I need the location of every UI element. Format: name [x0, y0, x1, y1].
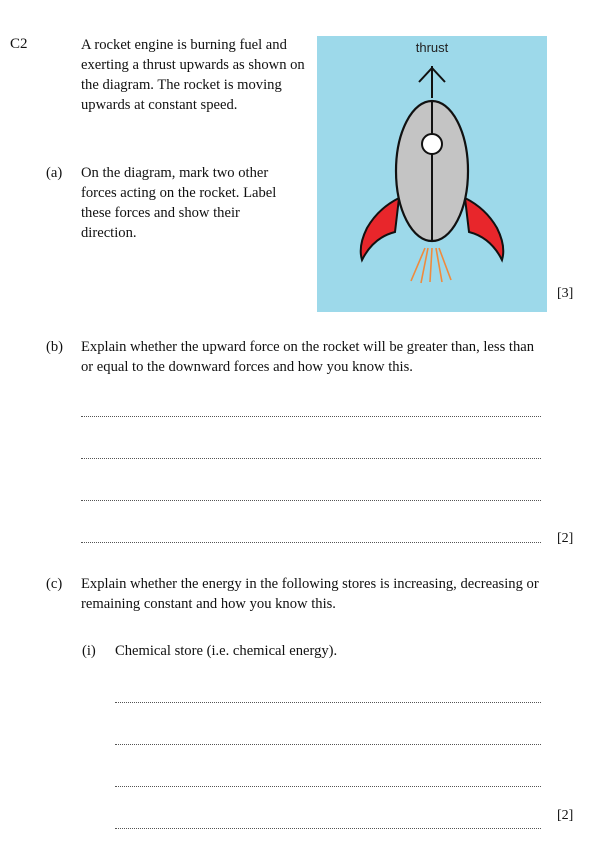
right-fin — [465, 198, 503, 260]
question-number: C2 — [10, 36, 28, 52]
answer-line[interactable] — [81, 500, 541, 501]
part-a-marks: [3] — [557, 286, 574, 301]
answer-line[interactable] — [81, 542, 541, 543]
part-c-i-label: (i) — [82, 643, 96, 659]
answer-line[interactable] — [81, 458, 541, 459]
question-intro: A rocket engine is burning fuel and exerting a thrust upwards as shown on the diagram. The rocket is moving upwards at constant speed. — [81, 37, 305, 113]
part-c-i-text: Chemical store (i.e. chemical energy). — [115, 643, 338, 659]
part-b-label: (b) — [46, 339, 64, 355]
part-b-marks: [2] — [557, 531, 574, 546]
exhaust-flames — [411, 248, 451, 283]
thrust-label: thrust — [415, 40, 449, 55]
answer-line[interactable] — [115, 828, 541, 829]
part-a-label: (a) — [46, 165, 63, 181]
part-b-text: Explain whether the upward force on the rocket will be greater than, less than or equal to the downward forces and how you know this. — [81, 339, 535, 375]
thrust-arrow — [419, 66, 445, 98]
rocket-window — [422, 134, 442, 154]
part-c-i-marks: [2] — [557, 808, 574, 823]
answer-line[interactable] — [81, 416, 541, 417]
answer-line[interactable] — [115, 786, 541, 787]
part-c-label: (c) — [46, 576, 63, 592]
rocket-diagram[interactable] — [317, 36, 547, 312]
answer-line[interactable] — [115, 744, 541, 745]
answer-line[interactable] — [115, 702, 541, 703]
rocket-illustration — [317, 36, 547, 312]
part-a-text: On the diagram, mark two other forces acting on the rocket. Label these forces and show their direction. — [81, 165, 277, 241]
part-c-text: Explain whether the energy in the following stores is increasing, decreasing or remaining constant and how you know this. — [81, 576, 539, 612]
left-fin — [361, 198, 399, 260]
